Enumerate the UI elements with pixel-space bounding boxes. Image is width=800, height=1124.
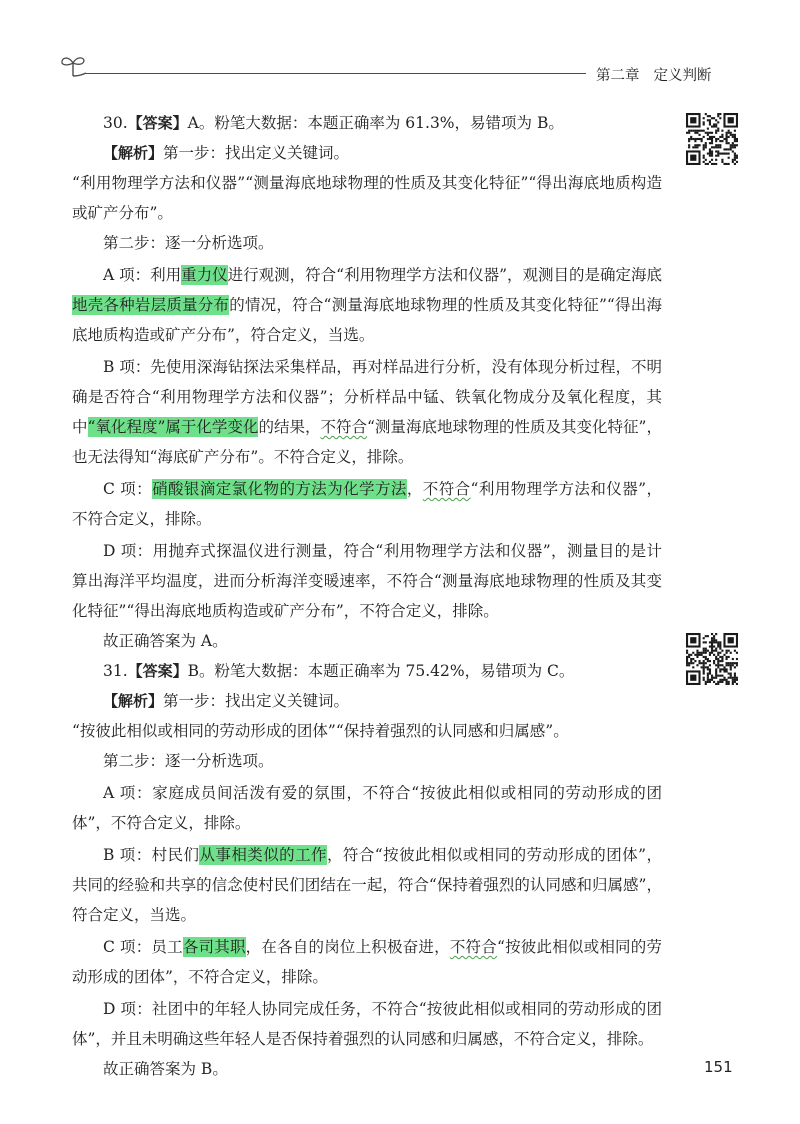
running-header — [596, 64, 712, 84]
analysis-tag: 【解析】 — [103, 692, 164, 710]
text-run: 的情况，符合“测量海底地球物理的性质及其变化特征”“得出海底地质构造或矿产分布”，符合定义，当选。 — [72, 296, 662, 344]
highlight: 从事相类似的工作 — [199, 846, 327, 864]
highlight: 地壳各种岩层质量分布 — [72, 296, 230, 314]
q31-conclusion: 故正确答案为 B。 — [103, 1060, 228, 1078]
text-run: 的结果， — [258, 418, 321, 436]
chapter-label: 第二章 — [596, 68, 640, 84]
q30-number: 30. — [103, 114, 128, 132]
text-run: C 项：员工 — [103, 938, 183, 956]
sprout-icon — [58, 52, 88, 78]
text-run: B 项：先使用深海钻探法采集样品，再对样品进行分析，没有体现分析过程，不明确是否符合“利用物理学方法和仪器”；分析样品中锰、铁氧化物成分及氧化程度，其中 — [72, 358, 662, 436]
q30-conclusion: 故正确答案为 A。 — [103, 632, 228, 650]
q31-option-a: A 项：家庭成员间活泼有爱的氛围，不符合“按彼此相似或相同的劳动形成的团体”，不符合定义，排除。 — [72, 784, 662, 832]
q30-option-c — [72, 474, 662, 534]
wavy-underline: 不符合 — [320, 418, 367, 436]
q31-answer: B。粉笔大数据：本题正确率为 75.42%，易错项为 C。 — [187, 662, 575, 680]
q30-option-d: D 项：用抛弃式探温仪进行测量，符合“利用物理学方法和仪器”，测量目的是计算出海洋平均温度，进而分析海洋变暖速率，不符合“测量海底地球物理的性质及其变化特征”“得出海底地质构造或矿产分布”，不符合定义，排除。 — [72, 542, 662, 620]
page-number: 151 — [704, 1058, 733, 1076]
qr-code-icon[interactable] — [686, 633, 738, 685]
q30-answer: A。粉笔大数据：本题正确率为 61.3%，易错项为 B。 — [187, 114, 564, 132]
highlight: 硝酸银滴定氯化物的方法为化学方法 — [152, 480, 407, 498]
q30-option-a — [72, 260, 662, 350]
text-run: A 项：利用 — [103, 266, 182, 284]
q30-keywords: “利用物理学方法和仪器”“测量海底地球物理的性质及其变化特征”“得出海底地质构造或矿产分布”。 — [72, 174, 662, 222]
text-run: C 项： — [103, 480, 153, 498]
highlight: 各司其职 — [182, 938, 246, 956]
text-run: 进行观测，符合“利用物理学方法和仪器”，观测目的是确定海底 — [227, 266, 662, 284]
explanation-body — [72, 108, 662, 1084]
text-run: “利用物理学方法和仪器”，不符合定义，排除。 — [72, 480, 662, 528]
highlight: 重力仪 — [181, 266, 228, 284]
q31-number: 31. — [103, 662, 128, 680]
wavy-underline: 不符合 — [449, 938, 497, 956]
text-run: “测量海底地球物理的性质及其变化特征”，也无法得知“海底矿产分布”。不符合定义，排除。 — [72, 418, 662, 466]
q30-analysis-line — [72, 138, 662, 168]
q30-option-b — [72, 352, 662, 472]
q31-option-c — [72, 932, 662, 992]
q31-option-b — [72, 840, 662, 930]
q31-step2: 第二步：逐一分析选项。 — [103, 752, 274, 770]
text-run: B 项：村民们 — [103, 846, 200, 864]
header-divider — [86, 73, 586, 74]
text-run: “按彼此相似或相同的劳动形成的团体”，不符合定义，排除。 — [72, 938, 662, 986]
answer-tag: 【答案】 — [127, 114, 188, 132]
qr-code-icon[interactable] — [686, 113, 738, 165]
text-run: ，在各自的岗位上积极奋进， — [245, 938, 450, 956]
wavy-underline: 不符合 — [422, 480, 471, 498]
answer-tag: 【答案】 — [127, 662, 188, 680]
q30-step2: 第二步：逐一分析选项。 — [103, 234, 274, 252]
q31-analysis-line — [72, 686, 662, 716]
section-label: 定义判断 — [653, 68, 712, 84]
text-run: ， — [406, 480, 423, 498]
q31-option-d: D 项：社团中的年轻人协同完成任务，不符合“按彼此相似或相同的劳动形成的团体”，并且未明确这些年轻人是否保持着强烈的认同感和归属感，不符合定义，排除。 — [72, 1000, 662, 1048]
q31-keywords: “按彼此相似或相同的劳动形成的团体”“保持着强烈的认同感和归属感”。 — [72, 722, 569, 740]
q31-answer-line — [72, 656, 662, 686]
q30-step1: 第一步：找出定义关键词。 — [163, 144, 350, 162]
highlight: “氧化程度”属于化学变化 — [87, 418, 259, 436]
q31-step1: 第一步：找出定义关键词。 — [163, 692, 350, 710]
q30-answer-line — [72, 108, 662, 138]
analysis-tag: 【解析】 — [103, 144, 164, 162]
text-run: ，符合“按彼此相似或相同的劳动形成的团体”，共同的经验和共享的信念使村民们团结在一起，符合“保持着强烈的认同感和归属感”，符合定义，当选。 — [72, 846, 662, 924]
